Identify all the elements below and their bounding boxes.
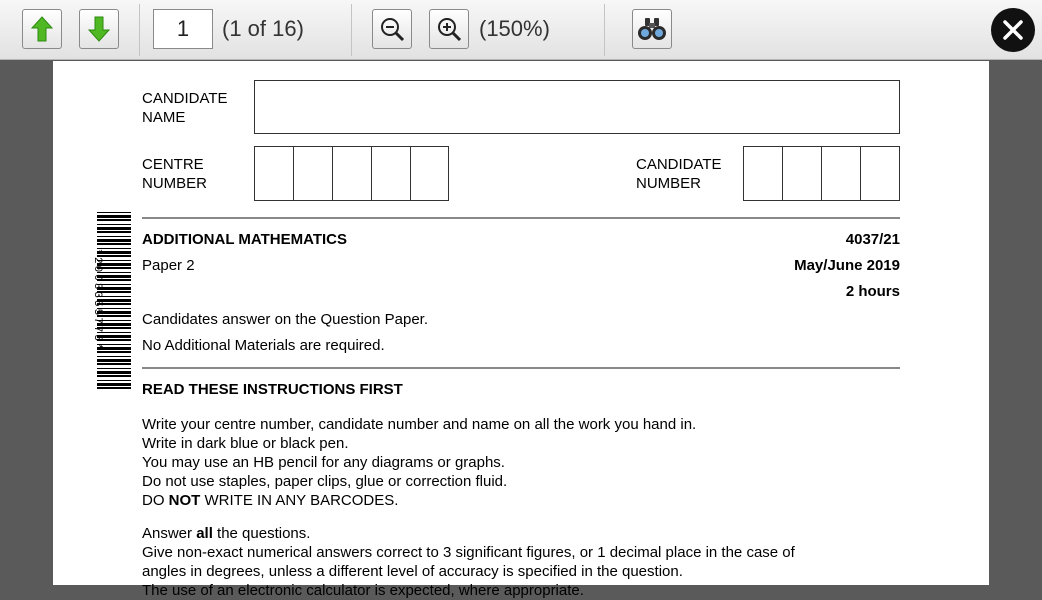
- arrow-down-icon: [88, 16, 110, 42]
- instruction-line: Answer all the questions.: [142, 525, 311, 542]
- instruction-line: angles in degrees, unless a different level of accuracy is specified in the question.: [142, 563, 683, 580]
- instruction-line: You may use an HB pencil for any diagrams or graphs.: [142, 454, 505, 471]
- binoculars-icon: [637, 16, 667, 42]
- toolbar-separator: [139, 4, 140, 56]
- exam-duration: 2 hours: [845, 283, 900, 300]
- instruction-line: Do not use staples, paper clips, glue or correction fluid.: [142, 473, 508, 490]
- instruction-line: Give non-exact numerical answers correct to 3 significant figures, or 1 decimal place in the case of: [142, 544, 795, 561]
- barcode: [83, 212, 131, 390]
- answer-instructions: [142, 524, 795, 600]
- toolbar-separator: [604, 4, 605, 56]
- zoom-out-icon: [379, 16, 405, 42]
- centre-number-boxes: [254, 146, 449, 201]
- instruction-line: The use of an electronic calculator is expected, where appropriate.: [142, 582, 584, 599]
- page-count: (1 of 16): [222, 16, 304, 41]
- zoom-in-button[interactable]: [429, 9, 469, 49]
- instruction-line: DO NOT WRITE IN ANY BARCODES.: [142, 492, 399, 509]
- candidate-number-label: CANDIDATE NUMBER: [636, 156, 722, 192]
- instructions-rule: [142, 367, 900, 369]
- materials-note: No Additional Materials are required.: [142, 337, 385, 354]
- header-rule: [142, 217, 900, 219]
- exam-session: May/June 2019: [794, 257, 900, 274]
- arrow-up-icon: [31, 16, 53, 42]
- page-number-input[interactable]: 1: [153, 9, 213, 49]
- syllabus-code: 4037/21: [845, 231, 900, 248]
- instruction-line: Write in dark blue or black pen.: [142, 435, 349, 452]
- candidate-name-box: [254, 80, 900, 134]
- centre-number-label: CENTRE NUMBER: [142, 156, 208, 192]
- barcode-text: *2003355775*: [91, 248, 103, 352]
- answer-on-note: Candidates answer on the Question Paper.: [142, 311, 429, 328]
- candidate-name-label: CANDIDATE NAME: [142, 90, 228, 126]
- viewer-toolbar: [0, 0, 1042, 60]
- zoom-in-icon: [436, 16, 462, 42]
- close-button[interactable]: [991, 8, 1035, 52]
- instructions-heading: READ THESE INSTRUCTIONS FIRST: [142, 381, 403, 398]
- subject-title: ADDITIONAL MATHEMATICS: [142, 231, 347, 248]
- previous-page-button[interactable]: [22, 9, 62, 49]
- instruction-line: Write your centre number, candidate number and name on all the work you hand in.: [142, 416, 697, 433]
- close-icon: [1001, 18, 1025, 42]
- candidate-number-boxes: [743, 146, 900, 201]
- document-page: [53, 61, 989, 599]
- zoom-out-button[interactable]: [372, 9, 412, 49]
- zoom-level: (150%): [479, 16, 550, 41]
- next-page-button[interactable]: [79, 9, 119, 49]
- find-button[interactable]: [632, 9, 672, 49]
- paper-number: Paper 2: [142, 257, 195, 274]
- toolbar-separator: [351, 4, 352, 56]
- instructions-list: [142, 415, 696, 510]
